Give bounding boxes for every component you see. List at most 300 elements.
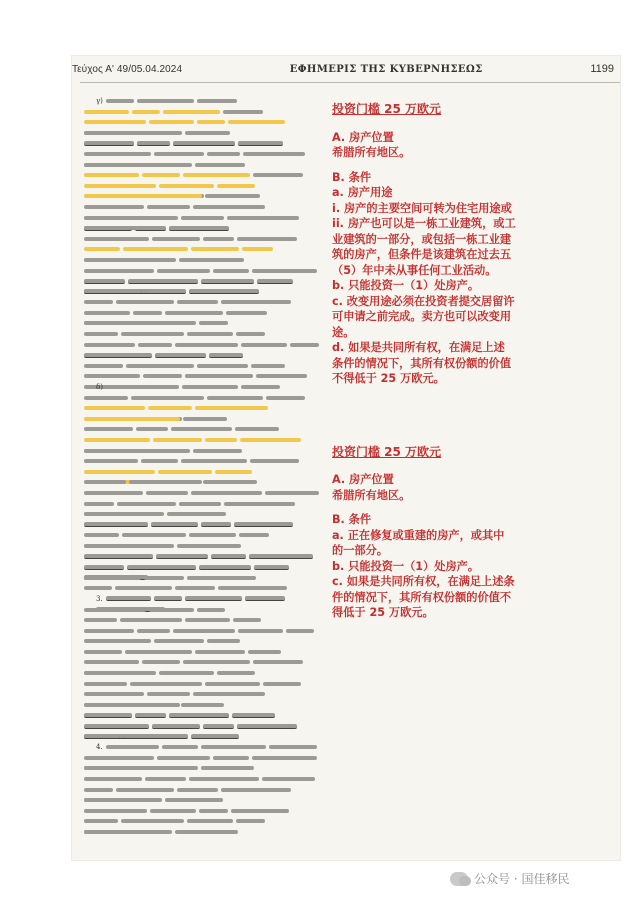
greek-text-line — [84, 446, 322, 457]
summary-section-1 — [332, 102, 622, 387]
text-redaction-bar — [84, 544, 136, 548]
summary-line: c. 改变用途必须在投资者提交居留许 — [332, 294, 515, 308]
greek-text-line — [84, 128, 322, 139]
summary-line: B. 条件 — [332, 170, 372, 184]
greek-text-line — [84, 679, 322, 690]
text-redaction-bar — [84, 788, 113, 792]
text-redaction-bar — [137, 629, 170, 633]
text-redaction-bar — [171, 427, 232, 431]
greek-text-line — [84, 520, 322, 531]
text-redaction-bar — [84, 586, 112, 590]
greek-text-line — [84, 795, 322, 806]
greek-text-line — [84, 456, 322, 467]
text-redaction-bar — [157, 756, 210, 760]
greek-text-line — [84, 552, 322, 563]
paragraph-label: δ) — [96, 383, 103, 392]
greek-text-line — [84, 774, 322, 785]
text-redaction-bar — [175, 830, 238, 834]
text-redaction-bar — [137, 99, 194, 103]
text-redaction-bar — [235, 427, 279, 431]
greek-text-line — [84, 753, 322, 764]
text-redaction-bar — [84, 777, 142, 781]
text-redaction-bar — [84, 671, 156, 675]
greek-text-line — [84, 827, 322, 836]
text-redaction-bar — [84, 353, 152, 358]
text-redaction-bar — [84, 194, 127, 198]
text-redaction-bar — [242, 247, 273, 251]
section-title: 投资门槛 25 万欧元 — [332, 102, 442, 116]
text-redaction-bar — [286, 629, 314, 633]
text-redaction-bar — [156, 554, 208, 559]
greek-text-line — [84, 414, 322, 425]
greek-text-line — [84, 181, 322, 192]
text-redaction-bar — [84, 480, 126, 484]
greek-text-line — [84, 657, 322, 668]
greek-text-line — [84, 255, 322, 266]
text-redaction-bar — [106, 745, 159, 749]
text-redaction-bar — [84, 533, 119, 537]
text-redaction-bar — [139, 544, 174, 548]
greek-text-line — [84, 541, 322, 552]
text-redaction-bar — [84, 237, 149, 241]
text-redaction-bar — [175, 343, 238, 347]
text-redaction-bar — [179, 502, 221, 506]
text-redaction-bar — [84, 438, 150, 442]
text-redaction-bar — [84, 459, 138, 463]
text-redaction-bar — [177, 788, 218, 792]
text-redaction-bar — [254, 565, 289, 570]
text-redaction-bar — [266, 396, 305, 400]
text-redaction-bar — [149, 120, 194, 124]
text-redaction-bar — [84, 321, 147, 325]
text-redaction-bar — [130, 194, 202, 198]
text-redaction-bar — [150, 809, 196, 813]
text-redaction-bar — [233, 618, 261, 622]
text-redaction-bar — [127, 565, 196, 570]
greek-text-line — [84, 424, 322, 435]
text-redaction-bar — [169, 713, 229, 718]
summary-line: c. 如果是共同所有权，在满足上述条 — [332, 575, 515, 588]
greek-text-line — [84, 149, 322, 160]
text-redaction-bar — [130, 682, 202, 686]
text-redaction-bar — [84, 713, 132, 718]
text-redaction-bar — [131, 396, 204, 400]
text-redaction-bar — [140, 258, 176, 262]
text-redaction-bar — [84, 576, 141, 580]
text-redaction-bar — [133, 798, 162, 802]
greek-text-line — [84, 213, 322, 224]
text-redaction-bar — [152, 724, 200, 729]
text-redaction-bar — [142, 660, 180, 664]
greek-text-line — [84, 202, 322, 213]
text-redaction-bar — [135, 713, 166, 718]
greek-text-line — [84, 318, 322, 329]
summary-line: B. 条件 — [332, 513, 372, 526]
text-redaction-bar — [205, 682, 260, 686]
text-redaction-bar — [209, 353, 243, 358]
text-redaction-bar — [201, 279, 254, 284]
paragraph-label: 4. — [96, 743, 103, 752]
text-redaction-bar — [203, 724, 234, 729]
text-redaction-bar — [203, 480, 257, 484]
text-redaction-bar — [84, 734, 120, 739]
text-redaction-bar — [183, 173, 250, 177]
text-redaction-bar — [215, 470, 252, 474]
text-redaction-bar — [201, 745, 266, 749]
text-redaction-bar — [193, 205, 265, 209]
greek-text-line — [84, 107, 322, 118]
text-redaction-bar — [144, 576, 184, 580]
greek-text-line — [84, 393, 322, 404]
greek-text-line — [84, 647, 322, 658]
text-redaction-bar — [147, 692, 190, 696]
text-redaction-bar — [84, 311, 130, 315]
text-redaction-bar — [84, 522, 148, 527]
text-redaction-bar — [84, 682, 127, 686]
text-redaction-bar — [241, 343, 287, 347]
text-redaction-bar — [195, 406, 268, 410]
text-redaction-bar — [236, 332, 265, 336]
text-redaction-bar — [245, 596, 285, 601]
text-redaction-bar — [253, 173, 303, 177]
text-redaction-bar — [117, 502, 176, 506]
text-redaction-bar — [84, 449, 121, 453]
text-redaction-bar — [118, 216, 178, 220]
text-redaction-bar — [84, 131, 117, 135]
text-redaction-bar — [193, 692, 265, 696]
text-redaction-bar — [84, 396, 128, 400]
text-redaction-bar — [84, 608, 146, 612]
text-redaction-bar — [189, 289, 259, 294]
summary-line: a. 正在修复或重建的房产，或其中 — [332, 528, 505, 542]
text-redaction-bar — [195, 163, 245, 167]
text-redaction-bar — [84, 565, 124, 570]
summary-line: b. 只能投资一（1）处房产。 — [332, 559, 480, 573]
text-redaction-bar — [213, 756, 249, 760]
text-redaction-bar — [84, 332, 118, 336]
text-redaction-bar — [84, 470, 155, 474]
text-redaction-bar — [201, 766, 254, 770]
text-redaction-bar — [116, 788, 174, 792]
text-redaction-bar — [125, 163, 192, 167]
text-redaction-bar — [84, 374, 140, 378]
text-redaction-bar — [207, 152, 240, 156]
text-redaction-bar — [183, 660, 250, 664]
text-redaction-bar — [207, 639, 240, 643]
text-redaction-bar — [141, 459, 178, 463]
summary-line: A. 房产位置 — [332, 130, 394, 144]
text-redaction-bar — [238, 141, 283, 146]
text-redaction-bar — [256, 374, 307, 378]
text-redaction-bar — [217, 184, 255, 188]
text-redaction-bar — [155, 353, 206, 358]
text-redaction-bar — [228, 120, 285, 124]
summary-line: ii. 房产也可以是一栋工业建筑，或工 — [332, 217, 516, 230]
text-redaction-bar — [84, 300, 113, 304]
text-redaction-bar — [199, 565, 251, 570]
greek-text-line — [84, 626, 322, 637]
text-redaction-bar — [263, 682, 301, 686]
summary-line: A. 房产位置 — [332, 473, 394, 486]
summary-line: 条件的情况下，其所有权份额的价值 — [332, 356, 512, 370]
summary-line: 的一部分。 — [332, 544, 388, 557]
greek-text-line — [84, 636, 322, 647]
text-redaction-bar — [84, 809, 147, 813]
greek-text-line — [84, 742, 322, 753]
journal-title: ΕΦΗΜΕΡΙΣ ΤΗΣ ΚΥΒΕΡΝΗΣΕΩΣ — [289, 63, 483, 75]
text-redaction-bar — [165, 311, 223, 315]
text-redaction-bar — [187, 819, 233, 823]
text-redaction-bar — [84, 650, 122, 654]
summary-line: 希腊所有地区。 — [332, 146, 411, 159]
text-redaction-bar — [197, 608, 225, 612]
text-redaction-bar — [205, 194, 260, 198]
text-redaction-bar — [147, 205, 190, 209]
greek-text-line — [84, 266, 322, 277]
text-redaction-bar — [84, 502, 114, 506]
greek-text-line — [84, 700, 322, 711]
summary-line: i. 房产的主要空间可转为住宅用途或 — [332, 201, 512, 215]
text-redaction-bar — [106, 596, 151, 601]
wechat-icon — [450, 872, 468, 886]
summary-line: 筑的房产，但条件是该建筑在过去五 — [332, 248, 512, 261]
text-redaction-bar — [236, 819, 265, 823]
summary-line: a. 房产用途 — [332, 186, 393, 199]
text-redaction-bar — [181, 216, 224, 220]
text-redaction-bar — [136, 427, 168, 431]
greek-text-line — [84, 382, 322, 393]
text-redaction-bar — [197, 99, 237, 103]
summary-line: 业建筑的一部分，或包括一栋工业建 — [332, 232, 512, 246]
greek-text-line — [84, 689, 322, 700]
text-redaction-bar — [84, 660, 139, 664]
text-redaction-bar — [84, 427, 133, 431]
text-redaction-bar — [84, 289, 142, 294]
text-redaction-bar — [181, 703, 224, 707]
greek-text-line — [84, 308, 322, 319]
text-redaction-bar — [149, 608, 194, 612]
text-redaction-bar — [137, 141, 170, 146]
greek-text-line — [84, 530, 322, 541]
greek-text-line — [84, 806, 322, 817]
text-redaction-bar — [84, 364, 123, 368]
greek-text-line — [84, 605, 322, 616]
text-redaction-bar — [213, 269, 249, 273]
text-redaction-bar — [84, 406, 145, 410]
text-redaction-bar — [84, 703, 115, 707]
greek-text-line — [84, 329, 322, 340]
text-redaction-bar — [84, 830, 135, 834]
text-redaction-bar — [249, 554, 313, 559]
text-redaction-bar — [177, 544, 241, 548]
text-redaction-bar — [106, 99, 134, 103]
text-redaction-bar — [250, 459, 299, 463]
greek-text-line — [84, 170, 322, 181]
greek-text-line — [84, 721, 322, 732]
text-redaction-bar — [201, 522, 231, 527]
text-redaction-bar — [125, 650, 192, 654]
paragraph-label: γ) — [96, 97, 103, 105]
page-number: 1199 — [590, 63, 614, 75]
text-redaction-bar — [252, 756, 317, 760]
text-redaction-bar — [84, 629, 134, 633]
summary-line: 不得低于 25 万欧元。 — [332, 372, 445, 385]
text-redaction-bar — [238, 629, 283, 633]
text-redaction-bar — [132, 110, 160, 114]
section-title: 投资门槛 25 万欧元 — [332, 444, 442, 459]
greek-text-line — [84, 350, 322, 361]
text-redaction-bar — [179, 258, 244, 262]
text-redaction-bar — [205, 438, 237, 442]
text-redaction-bar — [175, 586, 215, 590]
text-redaction-bar — [84, 152, 151, 156]
text-redaction-bar — [165, 798, 223, 802]
greek-text-line — [84, 488, 322, 499]
page-header — [72, 58, 620, 80]
text-redaction-bar — [150, 321, 196, 325]
text-redaction-bar — [232, 713, 275, 718]
text-redaction-bar — [252, 269, 317, 273]
text-redaction-bar — [84, 173, 139, 177]
summary-line: d. 如果是共同所有权，在满足上述 — [332, 341, 505, 354]
text-redaction-bar — [199, 321, 228, 325]
text-redaction-bar — [195, 650, 245, 654]
text-redaction-bar — [146, 491, 188, 495]
summary-line: 希腊所有地区。 — [332, 488, 411, 502]
text-redaction-bar — [84, 184, 156, 188]
text-redaction-bar — [239, 533, 269, 537]
wechat-watermark — [450, 870, 569, 887]
text-redaction-bar — [151, 522, 198, 527]
text-redaction-bar — [163, 110, 220, 114]
text-redaction-bar — [120, 131, 182, 135]
text-redaction-bar — [221, 788, 291, 792]
text-redaction-bar — [119, 417, 180, 421]
greek-text-line — [84, 403, 322, 414]
text-redaction-bar — [218, 586, 287, 590]
text-redaction-bar — [189, 533, 236, 537]
text-redaction-bar — [84, 692, 144, 696]
text-redaction-bar — [223, 110, 263, 114]
text-redaction-bar — [138, 343, 172, 347]
header-rule — [80, 82, 620, 83]
text-redaction-bar — [257, 279, 293, 284]
text-redaction-bar — [84, 417, 116, 421]
text-redaction-bar — [203, 237, 234, 241]
text-redaction-bar — [123, 247, 188, 251]
greek-text-line — [84, 668, 322, 679]
text-redaction-bar — [84, 724, 149, 729]
greek-text-line — [84, 96, 322, 107]
greek-text-line — [84, 615, 322, 626]
text-redaction-bar — [84, 512, 131, 516]
text-redaction-bar — [115, 586, 172, 590]
text-redaction-bar — [154, 152, 204, 156]
text-redaction-bar — [123, 734, 188, 739]
text-redaction-bar — [191, 734, 239, 739]
text-redaction-bar — [84, 216, 115, 220]
greek-text-line — [84, 244, 322, 255]
text-redaction-bar — [142, 173, 180, 177]
text-redaction-bar — [84, 120, 146, 124]
text-redaction-bar — [185, 374, 253, 378]
text-redaction-bar — [265, 491, 319, 495]
text-redaction-bar — [84, 247, 120, 251]
greek-text-line — [84, 594, 322, 605]
text-redaction-bar — [262, 777, 315, 781]
text-redaction-bar — [84, 618, 117, 622]
summary-line: 得低于 25 万欧元。 — [332, 606, 434, 619]
text-redaction-bar — [251, 364, 285, 368]
text-redaction-bar — [121, 332, 184, 336]
text-redaction-bar — [157, 269, 210, 273]
greek-text-line — [84, 435, 322, 446]
text-redaction-bar — [84, 639, 151, 643]
greek-text-line — [84, 562, 322, 573]
text-redaction-bar — [253, 660, 303, 664]
text-redaction-bar — [84, 258, 137, 262]
text-redaction-bar — [207, 396, 263, 400]
greek-text-line — [84, 160, 322, 171]
summary-line: 可申请之前完成。卖方也可以改变用 — [332, 310, 512, 323]
text-redaction-bar — [181, 459, 247, 463]
text-redaction-bar — [185, 596, 242, 601]
greek-text-line — [84, 467, 322, 478]
text-redaction-bar — [189, 777, 259, 781]
greek-text-line — [84, 234, 322, 245]
text-redaction-bar — [133, 311, 162, 315]
text-redaction-bar — [122, 533, 186, 537]
greek-text-line — [84, 732, 322, 743]
text-redaction-bar — [159, 184, 214, 188]
greek-text-line — [84, 287, 322, 298]
text-redaction-bar — [84, 491, 143, 495]
text-redaction-bar — [173, 629, 235, 633]
text-redaction-bar — [116, 300, 174, 304]
text-redaction-bar — [240, 438, 301, 442]
text-redaction-bar — [227, 216, 299, 220]
text-redaction-bar — [106, 385, 179, 389]
text-redaction-bar — [290, 343, 319, 347]
text-redaction-bar — [173, 141, 235, 146]
watermark-label: 公众号 · 国佳移民 — [474, 872, 570, 886]
text-redaction-bar — [135, 226, 166, 231]
text-redaction-bar — [269, 745, 317, 749]
text-redaction-bar — [234, 522, 293, 527]
text-redaction-bar — [84, 141, 134, 146]
text-redaction-bar — [221, 300, 291, 304]
greek-text-line — [84, 371, 322, 382]
greek-text-line — [84, 785, 322, 796]
greek-text-line — [84, 340, 322, 351]
text-redaction-bar — [84, 798, 130, 802]
greek-text-line — [84, 477, 322, 488]
text-redaction-bar — [129, 480, 200, 484]
text-redaction-bar — [187, 332, 233, 336]
greek-text-line — [84, 710, 322, 721]
text-redaction-bar — [217, 671, 255, 675]
greek-text-line — [84, 138, 322, 149]
text-redaction-bar — [183, 417, 227, 421]
text-redaction-bar — [152, 237, 200, 241]
text-redaction-bar — [120, 618, 182, 622]
greek-text-line — [84, 816, 322, 827]
text-redaction-bar — [241, 385, 280, 389]
greek-text-line — [84, 509, 322, 520]
text-redaction-bar — [148, 406, 192, 410]
text-redaction-bar — [84, 226, 132, 231]
text-redaction-bar — [211, 554, 246, 559]
